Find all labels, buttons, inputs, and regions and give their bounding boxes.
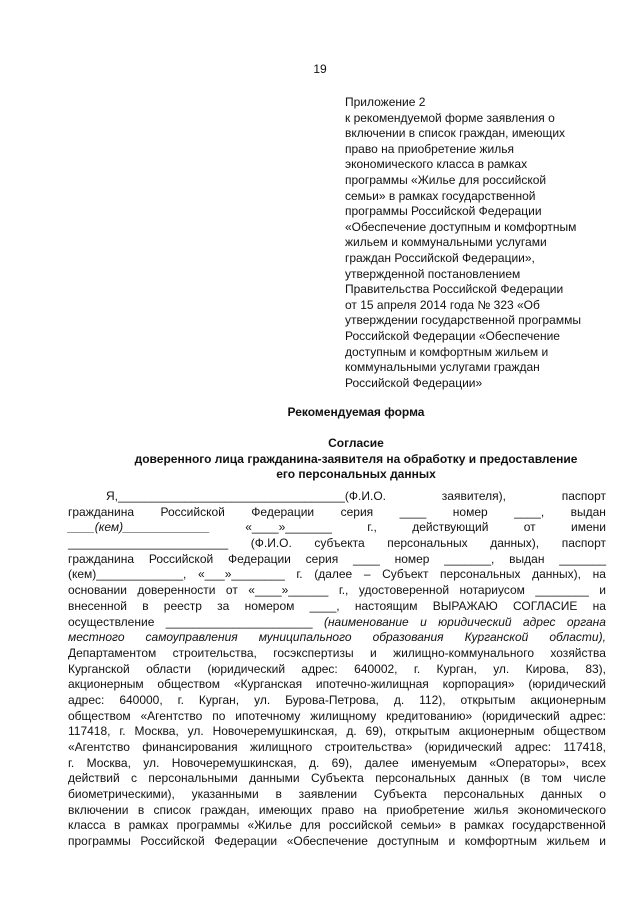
body-word: (наименование xyxy=(323,614,409,629)
body-word: за xyxy=(217,598,230,613)
body-word: персональных xyxy=(440,567,521,582)
body-word: «Агентство xyxy=(140,708,203,723)
body-word: в xyxy=(275,787,282,802)
body-word: список xyxy=(153,802,191,817)
body-word: жилищному xyxy=(310,708,377,723)
appendix-line: жильем и коммунальными услугами xyxy=(345,235,547,250)
body-word: имени xyxy=(570,520,606,535)
body-word: Российской xyxy=(140,834,205,849)
body-line xyxy=(68,630,606,646)
body-word: действий xyxy=(68,771,120,786)
body-word: (далее xyxy=(314,567,353,582)
body-word: г. xyxy=(413,661,421,676)
body-word: 117418, xyxy=(68,724,111,739)
body-word: обществом xyxy=(543,724,606,739)
body-word: г., xyxy=(367,520,377,535)
body-word: рамках xyxy=(128,818,169,833)
body-word: удостоверенной xyxy=(358,583,450,598)
body-word: основании xyxy=(68,583,127,598)
body-word: адрес: xyxy=(514,740,552,754)
body-word: заявителя), xyxy=(441,489,506,503)
body-word: комфортным xyxy=(464,834,538,849)
body-line xyxy=(68,599,606,615)
body-word: паспорт xyxy=(561,536,606,551)
body-word: 83), xyxy=(585,661,606,676)
body-word: (юридический xyxy=(207,661,286,676)
body-word: в xyxy=(142,598,149,613)
body-word: Российской xyxy=(160,504,225,519)
body-word: ул. xyxy=(187,724,204,739)
body-word: адрес: xyxy=(301,661,338,676)
body-word: заявлении xyxy=(298,787,358,802)
body-word: 112), xyxy=(419,692,446,707)
body-word: программы xyxy=(68,834,131,849)
form-title: Рекомендуемая форма xyxy=(287,405,425,419)
document-title-line-1: Согласие xyxy=(328,436,384,450)
body-word: от xyxy=(523,520,536,535)
body-word: персональных xyxy=(443,787,525,802)
body-word: ________ xyxy=(535,583,589,598)
body-word: ____(кем)_____________ xyxy=(68,520,210,535)
body-line xyxy=(68,756,606,772)
body-word: экономического xyxy=(517,802,606,817)
body-word: на xyxy=(592,598,606,613)
body-word: реестр xyxy=(163,598,202,613)
body-word: всех xyxy=(581,755,606,770)
body-word: на xyxy=(363,802,377,817)
body-word: Федерации xyxy=(228,551,291,566)
body-word: финансирования xyxy=(142,740,238,754)
body-word: открытым xyxy=(460,692,516,707)
appendix-line: от 15 апреля 2014 года № 323 «Об xyxy=(345,297,540,312)
body-word: по xyxy=(212,708,226,723)
body-word: Новочеремушкинская, xyxy=(171,755,297,770)
body-word: «Обеспечение xyxy=(286,834,368,849)
body-word: ул. xyxy=(254,692,271,707)
body-word: и xyxy=(599,834,606,849)
body-word: ____ xyxy=(399,504,427,519)
body-word: д. xyxy=(308,755,320,770)
body-line xyxy=(68,583,606,599)
body-line xyxy=(68,724,606,740)
body-word: 69), xyxy=(331,755,353,770)
body-word: внесенной xyxy=(68,598,127,613)
body-word: Кирова, xyxy=(525,661,569,676)
body-word: и xyxy=(448,834,456,849)
appendix-line: Приложение 2 xyxy=(345,95,426,109)
body-line xyxy=(68,646,606,662)
body-word: хозяйства xyxy=(550,645,606,660)
body-word: акционерным xyxy=(68,677,144,692)
body-word: Курган, xyxy=(198,692,240,707)
body-word: далее xyxy=(364,755,399,770)
body-word: г. xyxy=(296,567,303,582)
body-word: о xyxy=(599,787,606,802)
body-word: _______, xyxy=(444,551,495,566)
appendix-line: семьи» в рамках государственной xyxy=(345,188,536,203)
body-word: 640000, xyxy=(119,692,163,707)
body-word: «Жилье xyxy=(247,818,292,833)
body-word: приобретение xyxy=(386,802,465,817)
body-word: российской xyxy=(328,818,393,833)
body-word: акционерным xyxy=(530,692,606,707)
body-word: _______ xyxy=(559,551,606,566)
body-word: граждан, xyxy=(200,802,250,817)
body-word: данных xyxy=(540,787,583,802)
body-word: жилищного xyxy=(249,740,313,754)
body-word: области xyxy=(146,661,191,676)
appendix-line: Правительства Российской Федерации xyxy=(345,282,564,297)
body-word: ______________________ xyxy=(165,614,313,629)
body-word: Москва, xyxy=(134,724,179,739)
body-word: персональных xyxy=(387,536,468,551)
body-word: открытым xyxy=(395,724,450,739)
body-line xyxy=(68,567,606,583)
body-word: 117418, xyxy=(563,740,606,754)
body-word: данных), xyxy=(532,567,581,582)
body-line xyxy=(68,552,606,568)
body-line xyxy=(68,787,606,803)
body-word: паспорт xyxy=(561,489,606,503)
body-word: «Агентство xyxy=(68,740,130,754)
body-word: ул. xyxy=(143,755,160,770)
body-word: выдан xyxy=(570,504,606,519)
body-word: серия xyxy=(340,504,374,519)
body-word: госэкспертизы xyxy=(273,645,354,660)
body-word: Субъекта xyxy=(373,787,427,802)
body-word: программы xyxy=(176,818,240,833)
appendix-line: утвержденной постановлением xyxy=(345,266,521,281)
body-word: 640002, xyxy=(354,661,398,676)
document-title-line-3: его персональных данных xyxy=(276,467,436,481)
body-word: с xyxy=(131,771,137,786)
consent-body-text xyxy=(68,489,606,850)
body-word: государственной xyxy=(512,818,606,833)
body-word: право xyxy=(321,802,355,817)
body-word: Субъекта xyxy=(310,771,364,786)
body-word: номером xyxy=(244,598,295,613)
body-line xyxy=(68,489,606,505)
body-word: г., xyxy=(338,583,349,598)
body-line xyxy=(68,709,606,725)
body-word: СОГЛАСИЕ xyxy=(512,598,578,613)
body-word: и xyxy=(369,645,377,660)
body-line xyxy=(68,771,606,787)
body-line xyxy=(68,740,606,756)
appendix-line: к рекомендуемой форме заявления о xyxy=(345,110,555,125)
body-word: ____, xyxy=(514,504,545,519)
body-word: «____»_______ xyxy=(245,520,332,535)
appendix-line: Российской Федерации «Обеспечение xyxy=(345,328,560,343)
body-line xyxy=(68,520,606,536)
body-word: для xyxy=(300,818,321,833)
body-word: адрес: xyxy=(569,708,606,723)
body-word: рамках xyxy=(464,818,504,833)
body-word: именуемым xyxy=(411,755,478,770)
body-word: г. xyxy=(119,724,126,739)
body-word: номер xyxy=(452,504,488,519)
body-word: от xyxy=(225,583,238,598)
body-line xyxy=(68,505,606,521)
body-word: гражданина xyxy=(68,551,135,566)
body-word: семьи» xyxy=(400,818,442,833)
body-word: (Ф.И.О. xyxy=(250,536,292,551)
body-word: ипотечному xyxy=(235,708,301,723)
body-word: осуществление xyxy=(68,614,155,629)
body-word: – xyxy=(363,567,371,582)
body-line xyxy=(68,615,606,631)
appendix-line: граждан Российской Федерации», xyxy=(345,250,535,265)
appendix-line: экономического класса в рамках xyxy=(345,157,528,172)
body-word: строительства» xyxy=(324,740,413,754)
body-line xyxy=(68,803,606,819)
body-word: д. xyxy=(346,724,357,739)
body-word: «____»______ xyxy=(248,583,329,598)
page-number: 19 xyxy=(313,62,327,76)
body-word: класса xyxy=(68,818,106,833)
body-word: кредитованию» xyxy=(386,708,473,723)
body-word: «Операторы», xyxy=(489,755,569,770)
body-line xyxy=(68,834,606,850)
body-word: Федерации xyxy=(251,504,315,519)
appendix-line: утверждении государственной программы xyxy=(345,313,581,328)
body-word: ВЫРАЖАЮ xyxy=(432,598,498,613)
body-word: (юридический xyxy=(482,708,560,723)
body-word: числе xyxy=(573,771,606,786)
body-word: (кем)_____________, xyxy=(68,567,187,582)
appendix-header xyxy=(345,95,607,391)
appendix-line: коммунальными услугами граждан xyxy=(345,360,540,375)
body-word: данных xyxy=(467,771,509,786)
body-word: адрес xyxy=(522,614,556,629)
body-word: субъекта xyxy=(314,536,365,551)
body-word: Новочеремушкинская, xyxy=(212,724,338,739)
body-line xyxy=(68,693,606,709)
body-word: адрес: xyxy=(68,692,105,707)
body-word: акционерным xyxy=(458,724,535,739)
body-word: настоящим xyxy=(354,598,418,613)
body-word: данных), xyxy=(490,536,540,551)
body-word: Курганской xyxy=(464,630,529,645)
body-word: г. xyxy=(68,755,75,770)
body-word: жилищно-коммунального xyxy=(393,645,535,660)
body-word: включении xyxy=(68,802,129,817)
body-word: ипотечно-жилищная xyxy=(315,677,429,692)
body-word: указанными xyxy=(191,787,259,802)
body-word: гражданина xyxy=(68,504,135,519)
body-word: строительства, xyxy=(172,645,257,660)
body-word: Курган, xyxy=(436,661,477,676)
appendix-line: программы Российской Федерации xyxy=(345,204,542,219)
body-line xyxy=(68,677,606,693)
body-word: и xyxy=(599,583,606,598)
document-title-line-2: доверенного лица гражданина-заявителя на обработку и предоставление xyxy=(134,451,578,466)
body-word: том xyxy=(541,771,562,786)
body-word: Бурова-Петрова, xyxy=(285,692,379,707)
body-word: жилья xyxy=(473,802,509,817)
body-word: доверенности xyxy=(137,583,216,598)
body-word: Москва, xyxy=(86,755,131,770)
body-word: имеющих xyxy=(258,802,313,817)
body-word: местного xyxy=(68,630,125,645)
appendix-line: «Обеспечение доступным и комфортным xyxy=(345,219,577,234)
body-word: Субъект xyxy=(382,567,429,582)
body-word: области), xyxy=(549,630,606,645)
body-word: (юридический xyxy=(528,677,606,692)
body-line xyxy=(68,662,606,678)
body-word: Курганской xyxy=(68,661,130,676)
body-word: Департаментом xyxy=(68,645,157,660)
body-word: в xyxy=(449,818,456,833)
body-word: ________________________ xyxy=(68,536,229,551)
body-word: жильем xyxy=(546,834,590,849)
body-word: самоуправления xyxy=(145,630,238,645)
body-word: образования xyxy=(372,630,444,645)
body-word: Российской xyxy=(148,551,214,566)
body-word: действующий xyxy=(412,520,489,535)
appendix-line: доступным и комфортным жильем и xyxy=(345,344,549,359)
body-word: «___»________ xyxy=(198,567,285,582)
appendix-line: право на приобретение жилья xyxy=(345,141,514,156)
body-word: в xyxy=(113,818,121,833)
body-word: номер xyxy=(394,551,430,566)
body-word: ____, xyxy=(309,598,340,613)
body-word: «Курганская xyxy=(233,677,303,692)
body-word: муниципального xyxy=(258,630,352,645)
body-word: ____ xyxy=(353,551,380,566)
body-word: персональных xyxy=(375,771,456,786)
appendix-line: включении в список граждан, имеющих xyxy=(345,126,566,141)
body-word: серия xyxy=(305,551,339,566)
body-word: данными xyxy=(249,771,300,786)
body-word: выдан xyxy=(509,551,545,566)
body-word: (в xyxy=(519,771,531,786)
appendix-line: Российской Федерации» xyxy=(345,375,483,390)
body-word: и xyxy=(420,614,427,629)
body-word: биометрическими), xyxy=(68,787,175,802)
body-word: (юридический xyxy=(424,740,503,754)
body-word: ул. xyxy=(493,661,510,676)
body-word: доступным xyxy=(377,834,439,849)
body-word: г. xyxy=(177,692,184,707)
body-word: органа xyxy=(566,614,606,629)
body-word: юридический xyxy=(438,614,512,629)
body-word: д. xyxy=(393,692,405,707)
body-word: обществом xyxy=(68,708,131,723)
body-word: 69), xyxy=(365,724,387,739)
body-word: обществом xyxy=(157,677,221,692)
body-line xyxy=(68,536,606,552)
appendix-line: программы «Жилье для российской xyxy=(345,172,547,187)
document-title xyxy=(0,436,640,483)
body-word: корпорация» xyxy=(442,677,515,692)
body-word: на xyxy=(592,567,606,582)
body-word: Я,__________________________________(Ф.И.О. xyxy=(106,489,386,503)
body-word: в xyxy=(137,802,145,817)
body-line xyxy=(68,818,606,834)
body-word: Федерации xyxy=(214,834,278,849)
body-word: нотариусом xyxy=(459,583,525,598)
body-word: персональными xyxy=(148,771,238,786)
